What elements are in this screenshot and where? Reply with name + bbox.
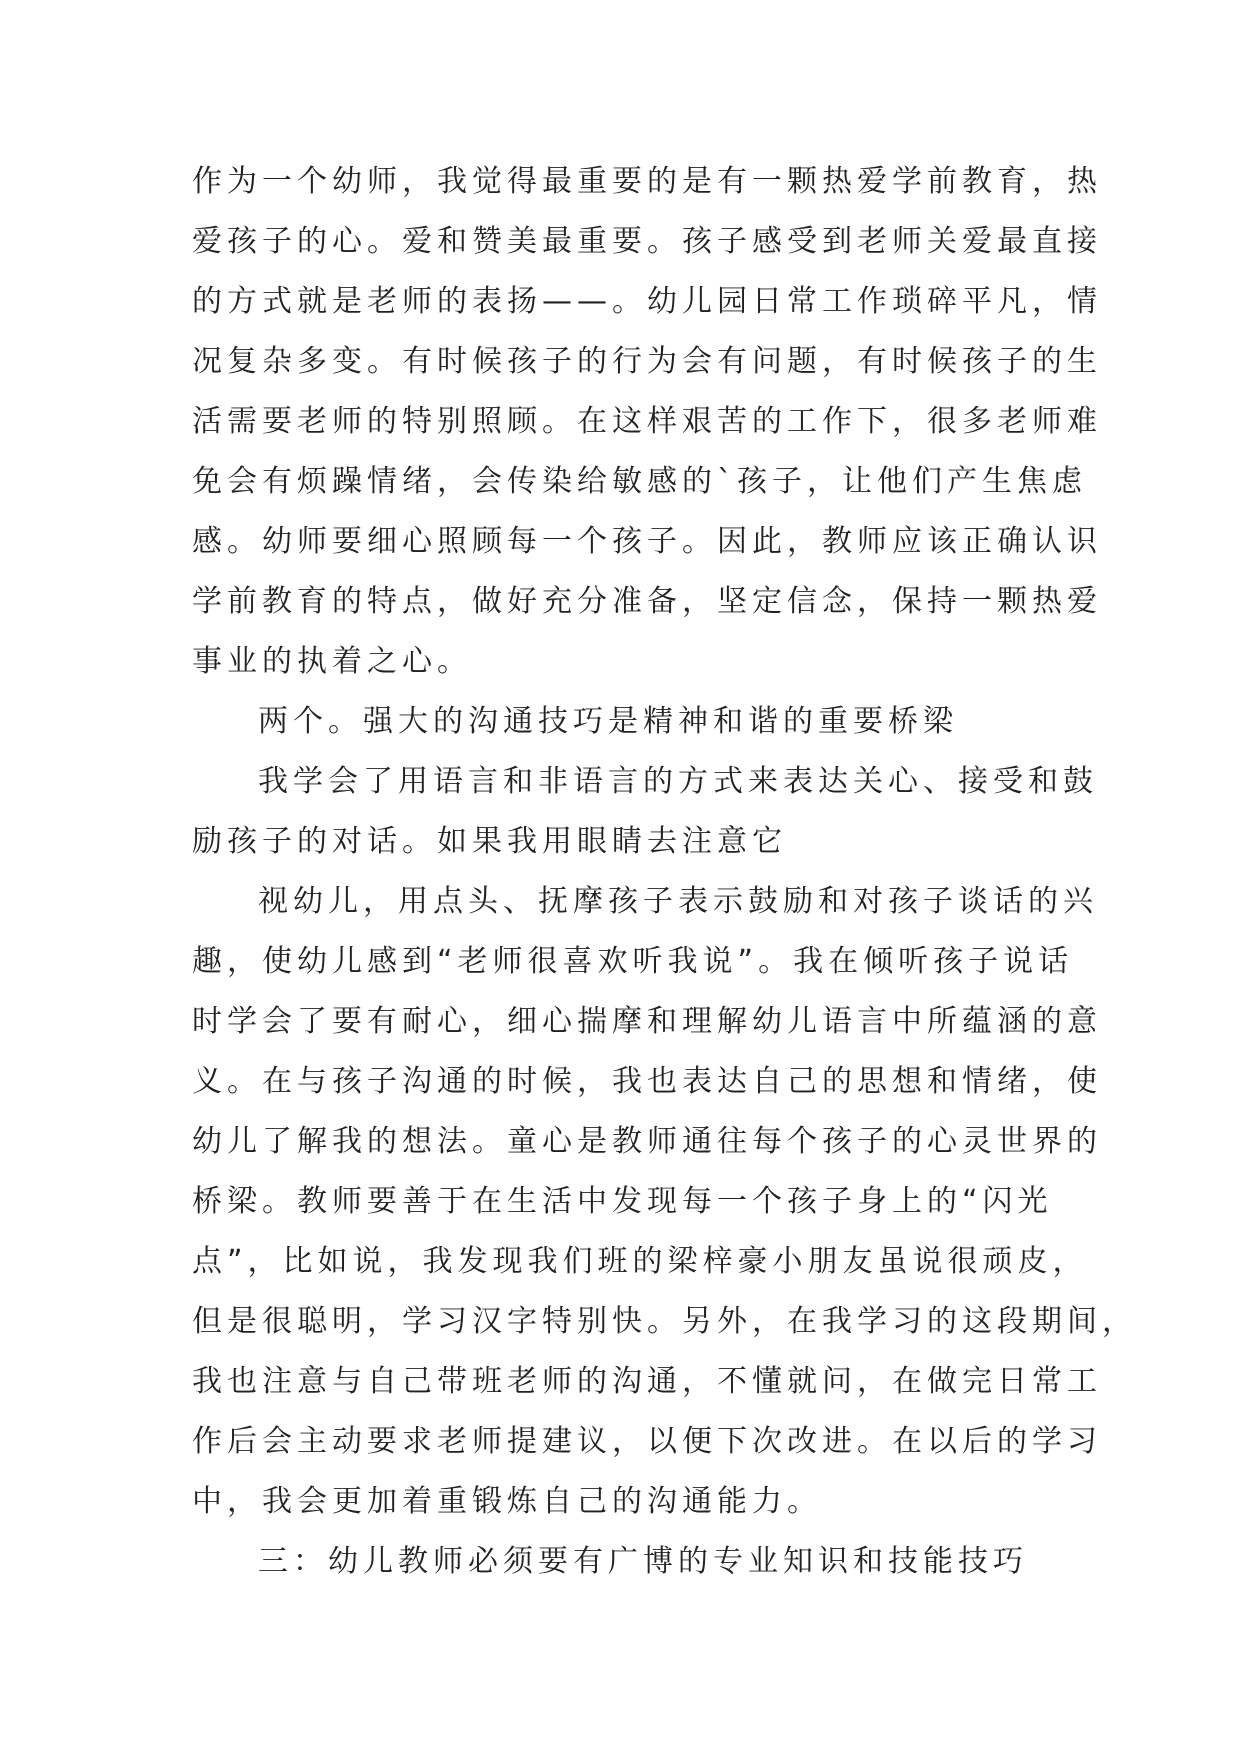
text-line: 桥梁。教师要善于在生活中发现每一个孩子身上的“闪光 — [192, 1184, 1053, 1219]
document-body — [192, 152, 1137, 1592]
text-line: 况复杂多变。有时候孩子的行为会有问题，有时候孩子的生 — [192, 344, 1102, 379]
text-line: 中，我会更加着重锻炼自己的沟通能力。 — [192, 1484, 822, 1519]
text-line: 视幼儿，用点头、抚摩孩子表示鼓励和对孩子谈话的兴 — [258, 884, 1098, 919]
text-line: 义。在与孩子沟通的时候，我也表达自己的思想和情绪，使 — [192, 1064, 1102, 1099]
text-line: 三：幼儿教师必须要有广博的专业知识和技能技巧 — [258, 1544, 1028, 1579]
text-line: 感。幼师要细心照顾每一个孩子。因此，教师应该正确认识 — [192, 524, 1102, 559]
text-line: 励孩子的对话。如果我用眼睛去注意它 — [192, 824, 787, 859]
text-line: 免会有烦躁情绪，会传染给敏感的`孩子，让他们产生焦虑 — [192, 464, 1087, 499]
text-line: 点”，比如说，我发现我们班的梁梓豪小朋友虽说很顽皮， — [192, 1244, 1088, 1279]
text-line: 时学会了要有耐心，细心揣摩和理解幼儿语言中所蕴涵的意 — [192, 1004, 1102, 1039]
text-line: 趣，使幼儿感到“老师很喜欢听我说”。我在倾听孩子说话 — [192, 944, 1074, 979]
text-line: 作后会主动要求老师提建议，以便下次改进。在以后的学习 — [192, 1424, 1102, 1459]
text-line: 爱孩子的心。爱和赞美最重要。孩子感受到老师关爱最直接 — [192, 224, 1102, 259]
text-line: 事业的执着之心。 — [192, 644, 472, 679]
text-line: 我也注意与自己带班老师的沟通，不懂就问，在做完日常工 — [192, 1364, 1102, 1399]
text-line: 两个。强大的沟通技巧是精神和谐的重要桥梁 — [258, 704, 958, 739]
text-line: 学前教育的特点，做好充分准备，坚定信念，保持一颗热爱 — [192, 584, 1102, 619]
text-line: 活需要老师的特别照顾。在这样艰苦的工作下，很多老师难 — [192, 404, 1102, 439]
text-line: 但是很聪明，学习汉字特别快。另外，在我学习的这段期间， — [192, 1304, 1137, 1339]
text-line: 幼儿了解我的想法。童心是教师通往每个孩子的心灵世界的 — [192, 1124, 1102, 1159]
text-line: 的方式就是老师的表扬——。幼儿园日常工作琐碎平凡，情 — [192, 284, 1102, 319]
text-line: 我学会了用语言和非语言的方式来表达关心、接受和鼓 — [258, 764, 1098, 799]
text-line: 作为一个幼师，我觉得最重要的是有一颗热爱学前教育，热 — [192, 164, 1102, 199]
